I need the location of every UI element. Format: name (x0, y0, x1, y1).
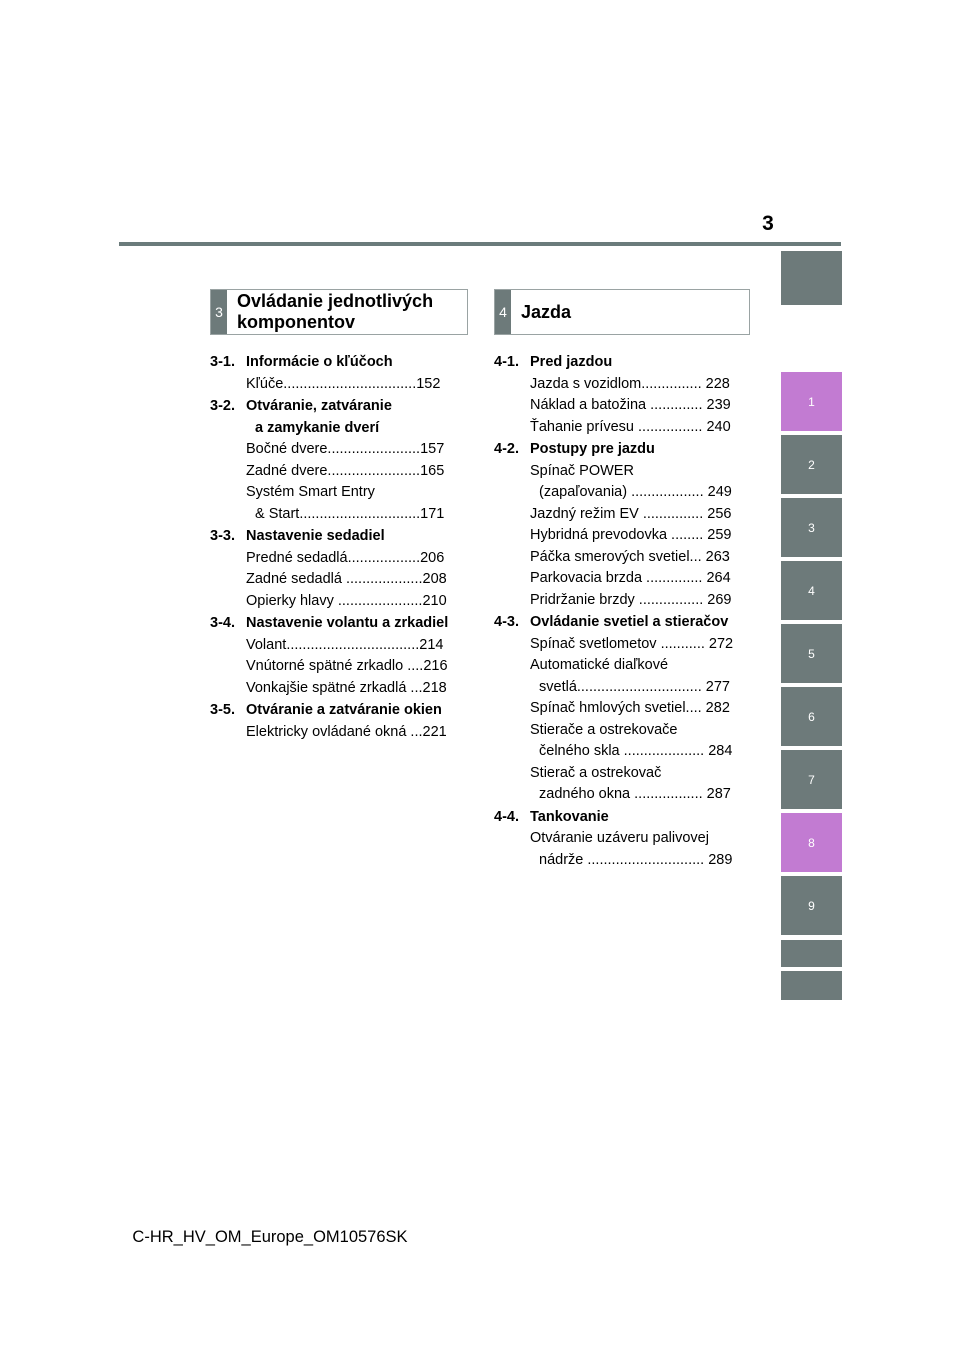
group-title: Ovládanie svetiel a stieračov (530, 614, 729, 630)
chapter-tab-6[interactable]: 6 (781, 687, 842, 746)
toc-group[interactable] (494, 439, 750, 461)
chapter-tabs (781, 0, 842, 1358)
toc-item-line: Jazdný režim EV ............... 256 (530, 505, 732, 522)
toc-item[interactable] (494, 417, 750, 439)
footer-document-code: C-HR_HV_OM_Europe_OM10576SK (132, 1228, 408, 1246)
section-header-4 (494, 289, 750, 335)
section-header-3 (210, 289, 468, 335)
group-code: 3-1. (210, 354, 235, 370)
chapter-tab-blank-1[interactable] (781, 940, 842, 967)
group-code: 3-3. (210, 528, 235, 544)
toc-item[interactable] (210, 374, 466, 396)
toc-group[interactable] (210, 526, 466, 548)
section-title: Jazda (521, 301, 572, 322)
chapter-tab-7[interactable]: 7 (781, 750, 842, 809)
toc-item[interactable] (210, 591, 466, 613)
toc-item-line: & Start..............................171 (255, 505, 445, 522)
toc-item[interactable] (210, 548, 466, 570)
toc-item-line: Ťahanie prívesu ................ 240 (530, 418, 731, 435)
group-code: 4-1. (494, 354, 519, 370)
toc-group[interactable] (210, 396, 466, 418)
chapter-tab-3[interactable]: 3 (781, 498, 842, 557)
toc-item[interactable] (494, 547, 750, 569)
toc-item[interactable] (494, 504, 750, 526)
group-title: Tankovanie (530, 808, 609, 825)
toc-group[interactable] (494, 807, 750, 829)
toc-item-line: Otváranie uzáveru palivovej (530, 830, 709, 846)
toc-item-line: Stierače a ostrekovače (530, 721, 678, 738)
chapter-tab-1[interactable]: 1 (781, 372, 842, 431)
toc-item-line: Zadné sedadlá ...................208 (246, 571, 447, 587)
toc-group[interactable] (210, 352, 466, 374)
toc-group[interactable] (494, 352, 750, 374)
chapter-tab-2[interactable]: 2 (781, 435, 842, 494)
toc-item[interactable] (494, 461, 750, 504)
section-title: Ovládanie jednotlivých komponentov (237, 291, 434, 332)
page-number: 3 (762, 212, 774, 235)
toc-group[interactable] (210, 613, 466, 635)
chapter-tab-blank-top[interactable] (781, 251, 842, 305)
toc-item-line: (zapaľovania) .................. 249 (539, 484, 732, 500)
toc-item[interactable] (210, 656, 466, 678)
toc-item-line: Spínač svetlometov ........... 272 (530, 635, 734, 652)
toc-item[interactable] (494, 374, 750, 396)
chapter-tab-5[interactable]: 5 (781, 624, 842, 683)
toc-item-line: Elektricky ovládané okná ...221 (246, 723, 447, 740)
toc-item-line: Bočné dvere.......................157 (246, 441, 445, 457)
toc-item-line: Jazda s vozidlom............... 228 (530, 375, 730, 392)
toc-item[interactable] (494, 655, 750, 698)
toc-item[interactable] (210, 635, 466, 657)
toc-item-line: Zadné dvere.......................165 (246, 462, 445, 479)
toc-item[interactable] (494, 590, 750, 612)
toc-item-line: svetlá............................... 277 (539, 678, 730, 695)
group-code: 3-2. (210, 398, 235, 414)
toc-item-line: Hybridná prevodovka ........ 259 (530, 527, 732, 543)
group-title: Otváranie, zatváranie (246, 398, 392, 414)
toc-item-line: Spínač POWER (530, 462, 634, 479)
section-number: 4 (495, 290, 511, 334)
group-code: 3-5. (210, 702, 235, 718)
toc-item[interactable] (494, 568, 750, 590)
toc-item-line: Systém Smart Entry (246, 484, 375, 500)
toc-item[interactable] (210, 482, 466, 525)
toc-item-line: Opierky hlavy .....................210 (246, 592, 447, 609)
toc-item[interactable] (494, 828, 750, 871)
chapter-tab-8[interactable]: 8 (781, 813, 842, 872)
toc-item[interactable] (210, 461, 466, 483)
chapter-tab-4[interactable]: 4 (781, 561, 842, 620)
toc-item[interactable] (494, 395, 750, 417)
toc-column-4 (494, 351, 750, 871)
toc-item-line: Predné sedadlá..................206 (246, 549, 445, 566)
toc-column-3 (210, 351, 466, 743)
toc-item-line: nádrže ............................. 289 (539, 851, 733, 868)
toc-item[interactable] (494, 525, 750, 547)
toc-item-line: čelného skla .................... 284 (539, 743, 733, 759)
toc-item[interactable] (494, 720, 750, 763)
toc-item-line: Spínač hmlových svetiel.... 282 (530, 700, 730, 716)
toc-item[interactable] (494, 763, 750, 806)
toc-item-line: Parkovacia brzda .............. 264 (530, 570, 731, 586)
toc-item[interactable] (210, 722, 466, 744)
group-code: 4-3. (494, 614, 519, 630)
toc-item-line: Stierač a ostrekovač (530, 764, 662, 781)
toc-item-line: Náklad a batožina ............. 239 (530, 397, 731, 413)
toc-item-line: Volant.................................214 (246, 636, 444, 653)
toc-item-line: zadného okna ................. 287 (539, 786, 731, 802)
toc-item-line: Automatické diaľkové (530, 657, 669, 673)
toc-item-line: Vonkajšie spätné zrkadlá ...218 (246, 679, 447, 696)
toc-item[interactable] (210, 439, 466, 461)
group-title: Pred jazdou (530, 354, 613, 370)
group-title: Nastavenie sedadiel (246, 528, 385, 544)
group-title: a zamykanie dverí (255, 419, 380, 436)
toc-item-line: Vnútorné spätné zrkadlo ....216 (246, 658, 448, 674)
chapter-tab-9[interactable]: 9 (781, 876, 842, 935)
toc-item-line: Kľúče.................................152 (246, 375, 441, 392)
toc-item[interactable] (494, 698, 750, 720)
group-title: Informácie o kľúčoch (246, 354, 393, 370)
toc-item[interactable] (494, 634, 750, 656)
group-title: Nastavenie volantu a zrkadiel (246, 615, 449, 631)
toc-group[interactable] (210, 700, 466, 722)
group-code: 4-2. (494, 441, 519, 457)
toc-item[interactable] (210, 569, 466, 591)
toc-item[interactable] (210, 678, 466, 700)
section-number: 3 (211, 290, 227, 334)
top-rule (119, 242, 841, 246)
toc-group[interactable] (494, 612, 750, 634)
toc-item-line: Pridržanie brzdy ................ 269 (530, 591, 732, 608)
group-title: Otváranie a zatváranie okien (246, 702, 442, 718)
toc-item-line: Páčka smerových svetiel... 263 (530, 548, 730, 565)
group-title: Postupy pre jazdu (530, 441, 655, 457)
chapter-tab-blank-2[interactable] (781, 971, 842, 1000)
group-code: 4-4. (494, 808, 519, 825)
group-code: 3-4. (210, 615, 235, 631)
toc-group-continued (210, 418, 466, 440)
